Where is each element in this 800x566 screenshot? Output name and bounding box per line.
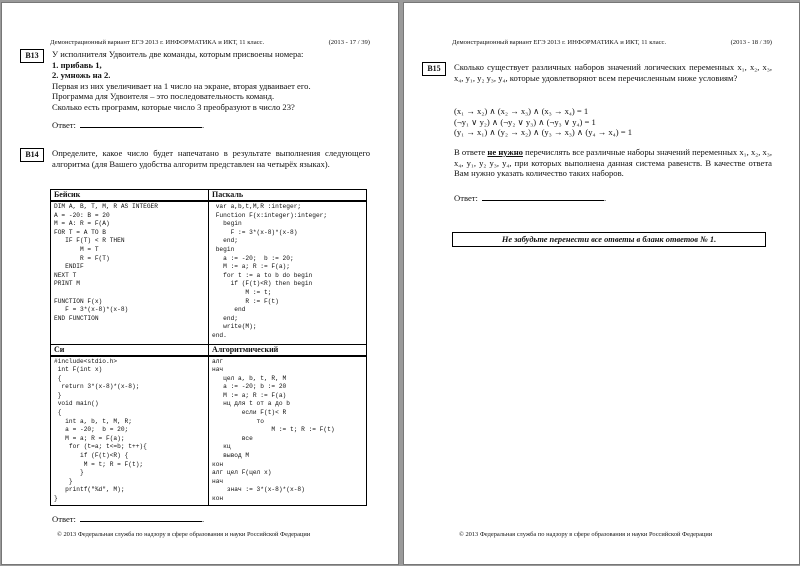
question-b14-text: Определите, какое число будет напечатано в результате выполнения следующего алгоритма (для Вашего удобства алгоритм представлен на четырёх языках). (52, 148, 370, 169)
note-text: перечислять все различные наборы значений переменных x₁, x₂, x₃, x₄, y₁, y₂ y₃, y₄, при которых выполнена данная система равенств. В качестве ответа Вам нужно указать количество таких наборов. (454, 147, 772, 179)
answer-b14: Ответ: . (52, 514, 205, 524)
answer-b13: Ответ: . (52, 120, 205, 130)
answer-b15: Ответ: . (454, 193, 607, 203)
page-number: (2013 - 18 / 39) (730, 39, 772, 46)
page-18 (403, 2, 800, 565)
answer-label: Ответ: (454, 193, 478, 203)
question-b15-text: Сколько существует различных наборов значений логических переменных x₁, x₂, x₃, x₄, y₁, y₂ y₃, y₄, которые удовлетворяют всем перечисленным ниже условиям? (454, 62, 772, 83)
text-line: Программа для Удвоителя – это последовательность команд. (52, 91, 275, 102)
answer-label: Ответ: (52, 120, 76, 130)
note-emphasis: не нужно (487, 147, 523, 157)
reminder-box: Не забудьте перенести все ответы в бланк ответов № 1. (452, 232, 766, 247)
answer-label: Ответ: (52, 514, 76, 524)
command-2: 2. умножь на 2. (52, 70, 111, 81)
answer-line[interactable] (80, 119, 202, 128)
basic-code: DIM A, B, T, M, R AS INTEGER A = -20: B = 20 M = A: R = F(A) FOR T = A TO B IF F(T) < R THEN M = T R = F(T) ENDIF NEXT T PRINT M FUNCTION F(x) F = 3*(x-8)*(x-8) END FUNCTION (54, 203, 158, 322)
algo-code: алг нач цел a, b, t, R, M a := -20; b := 20 M := a; R := F(a) нц для t от a до b если F(t)< R то M := t; R := F(t) все кц вывод M кон алг цел F(цел x) нач знач := 3*(x-8)*(x-8) кон (212, 357, 335, 502)
basic-header: Бейсик (51, 190, 209, 202)
note-text: В ответе (454, 147, 488, 157)
answer-line[interactable] (80, 513, 202, 522)
pascal-header: Паскаль (209, 190, 367, 202)
pascal-code: var a,b,t,M,R :integer; Function F(x:integer):integer; begin F := 3*(x-8)*(x-8) end; begin a := -20; b := 20; M := a; R := F(a); for t := a to b do begin if (F(t)<R) then begin M := t; R := F(t) end end; write(M); end. (212, 203, 328, 339)
text-line: Первая из них увеличивает на 1 число на экране, вторая удваивает его. (52, 80, 311, 91)
page-number: (2013 - 17 / 39) (328, 39, 370, 46)
question-label-b13: B13 (20, 49, 44, 63)
equation: (¬y₁ ∨ y₂) ∧ (¬y₂ ∨ y₃) ∧ (¬y₃ ∨ y₄) = 1 (454, 116, 596, 127)
algo-header: Алгоритмический (209, 344, 367, 356)
c-header: Си (51, 344, 209, 356)
text-line: У исполнителя Удвоитель две команды, которым присвоены номера: (52, 49, 304, 59)
footer: © 2013 Федеральная служба по надзору в сфере образования и науки Российской Федерации (459, 531, 713, 538)
question-b13-text (52, 49, 370, 113)
answer-line[interactable] (482, 192, 604, 201)
equation: (y₁ → x₁) ∧ (y₂ → x₂) ∧ (y₃ → x₃) ∧ (y₄ → x₄) = 1 (454, 127, 633, 138)
question-label-b15: B15 (422, 62, 446, 76)
question-b15-note (454, 147, 772, 179)
page-17 (1, 2, 399, 565)
page-header (50, 39, 370, 46)
header-title: Демонстрационный вариант ЕГЭ 2013 г. ИНФОРМАТИКА и ИКТ, 11 класс. (50, 39, 265, 46)
equation: (x₁ → x₂) ∧ (x₂ → x₃) ∧ (x₃ → x₄) = 1 (454, 106, 589, 116)
footer: © 2013 Федеральная служба по надзору в сфере образования и науки Российской Федерации (57, 531, 311, 538)
code-table (50, 189, 367, 506)
question-label-b14: B14 (20, 148, 44, 162)
text-line: Сколько есть программ, которые число 3 преобразуют в число 23? (52, 101, 295, 112)
command-1: 1. прибавь 1, (52, 59, 102, 70)
page-header (452, 39, 772, 46)
header-title: Демонстрационный вариант ЕГЭ 2013 г. ИНФОРМАТИКА и ИКТ, 11 класс. (452, 39, 667, 46)
equation-system (454, 106, 632, 138)
c-code: #include<stdio.h> int F(int x) { return 3*(x-8)*(x-8); } void main() { int a, b, t, M, R; a = -20; b = 20; M = a; R = F(a); for (t=a; t<=b; t++){ if (F(t)<R) { M = t; R = F(t); } } printf("%d", M); } (54, 357, 147, 502)
